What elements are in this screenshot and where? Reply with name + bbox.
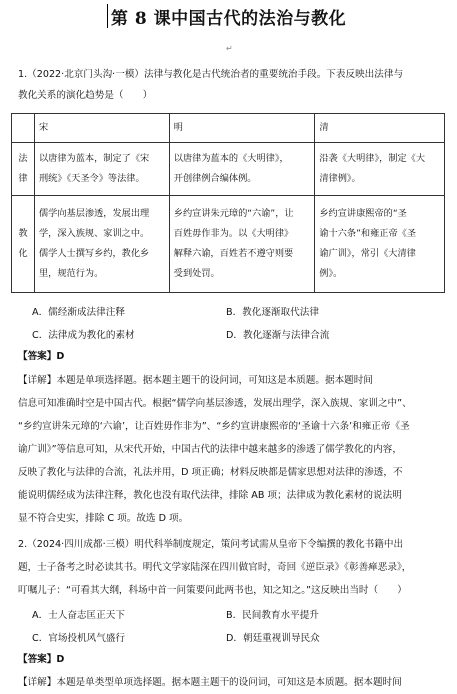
table-header-cell: 宋 [35,114,170,143]
q1-analysis-line: “乡约宣讲朱元璋的‘六谕’，让百姓毋作非为”、“乡约宣讲康熙帝的‘圣谕十六条’和雍正帝《圣 [18,421,410,432]
table-cell: 以唐律为蓝本的《大明律》， 开创律例合编体例。 [169,143,315,196]
q2-stem-line: 2.（2024·四川成都·三模）明代科举制度规定，策问考试需从皇帝下令编撰的教化书籍中出 [18,539,404,550]
q2-analysis-line: 【详解】本题是单类型单项选择题。据本题主题干的设问词，可知这是本质题。据本题时间 [18,677,402,688]
page-title: 第 8 课中国古代的法治与教化 [110,9,347,29]
q1-answer: 【答案】D [18,351,65,362]
table-cell: 沿袭《大明律》，制定《大 清律例》。 [315,143,445,196]
q1-option-b: B．教化逐渐取代法律 [226,307,319,318]
table-cell: 乡约宣讲朱元璋的“六谕”，让 百姓毋作非为。以《大明律》 解释六谕，百姓若不遵守则要 受到处罚。 [169,196,315,293]
law-education-table [11,113,445,293]
row-label-education: 教 化 [12,196,35,293]
q2-option-c: C．官场投机风气盛行 [32,633,126,644]
q1-option-a: A．儒经渐成法律注释 [32,307,125,318]
table-row-education [12,196,445,293]
q1-stem-line: 教化关系的演化趋势是（ ） [18,90,153,101]
q2-option-b: B．民间教育水平提升 [226,610,319,621]
q1-analysis-line: 谕广训》”等信息可知，从宋代开始，中国古代的法律中越来越多的渗透了儒学教化的内容， [18,444,402,455]
q1-stem-line: 1.（2022·北京门头沟·一模）法律与教化是古代统治者的重要统治手段。下表反映出法律与 [18,69,404,80]
table-cell: 乡约宣讲康熙帝的“圣 谕十六条”和雍正帝《圣 谕广训》，常引《大清律 例》。 [315,196,445,293]
q1-option-d: D．教化逐渐与法律合流 [226,330,330,341]
table-cell: 以唐律为蓝本，制定了《宋 刑统》《天圣令》等法律。 [35,143,170,196]
table-cell: 儒学向基层渗透，发展出理 学，深入族规、家训之中。 儒学人士撰写乡约，教化乡 里，规范行为。 [35,196,170,293]
q2-option-d: D．朝廷重视训导民众 [226,633,320,644]
q1-analysis-line: 【详解】本题是单项选择题。据本题主题干的设问词，可知这是本质题。据本题时间 [18,375,373,386]
table-header-cell: 清 [315,114,445,143]
row-label-law: 法 律 [12,143,35,196]
q2-stem-line: 题，士子备考之时必读其书。明代文学家陆深在四川做官时，奇回《逆臣录》《彰善瘅恶录》， [18,562,412,573]
table-header-cell [12,114,35,143]
table-header-cell: 明 [169,114,315,143]
q2-option-a: A．士人奋志匡正天下 [32,610,125,621]
q1-analysis-line: 显不符合史实，排除 C 项。故选 D 项。 [18,513,189,524]
q1-analysis-line: 反映了教化与法律的合流，礼法并用，D 项正确；材料反映都是儒家思想对法律的渗透，不 [18,467,403,478]
q1-analysis-line: 信息可知准确时空是中国古代。根据“儒学向基层渗透，发展出理学，深入族规、家训之中”、 [18,398,412,409]
paragraph-mark-icon: ↵ [226,44,233,53]
q1-analysis-line: 能说明儒经成为法律注释，教化也没有取代法律，排除 AB 项；法律成为教化素材的说法明 [18,490,402,501]
table-row-law [12,143,445,196]
q2-stem-line: 叮嘱儿子：“可看其大纲，科场中首一问策要问此两书也，知之知之。”这反映出当时（ ） [18,585,407,596]
q2-answer: 【答案】D [18,654,65,665]
q1-option-c: C．法律成为教化的素材 [32,330,135,341]
table-header-row [12,114,445,143]
